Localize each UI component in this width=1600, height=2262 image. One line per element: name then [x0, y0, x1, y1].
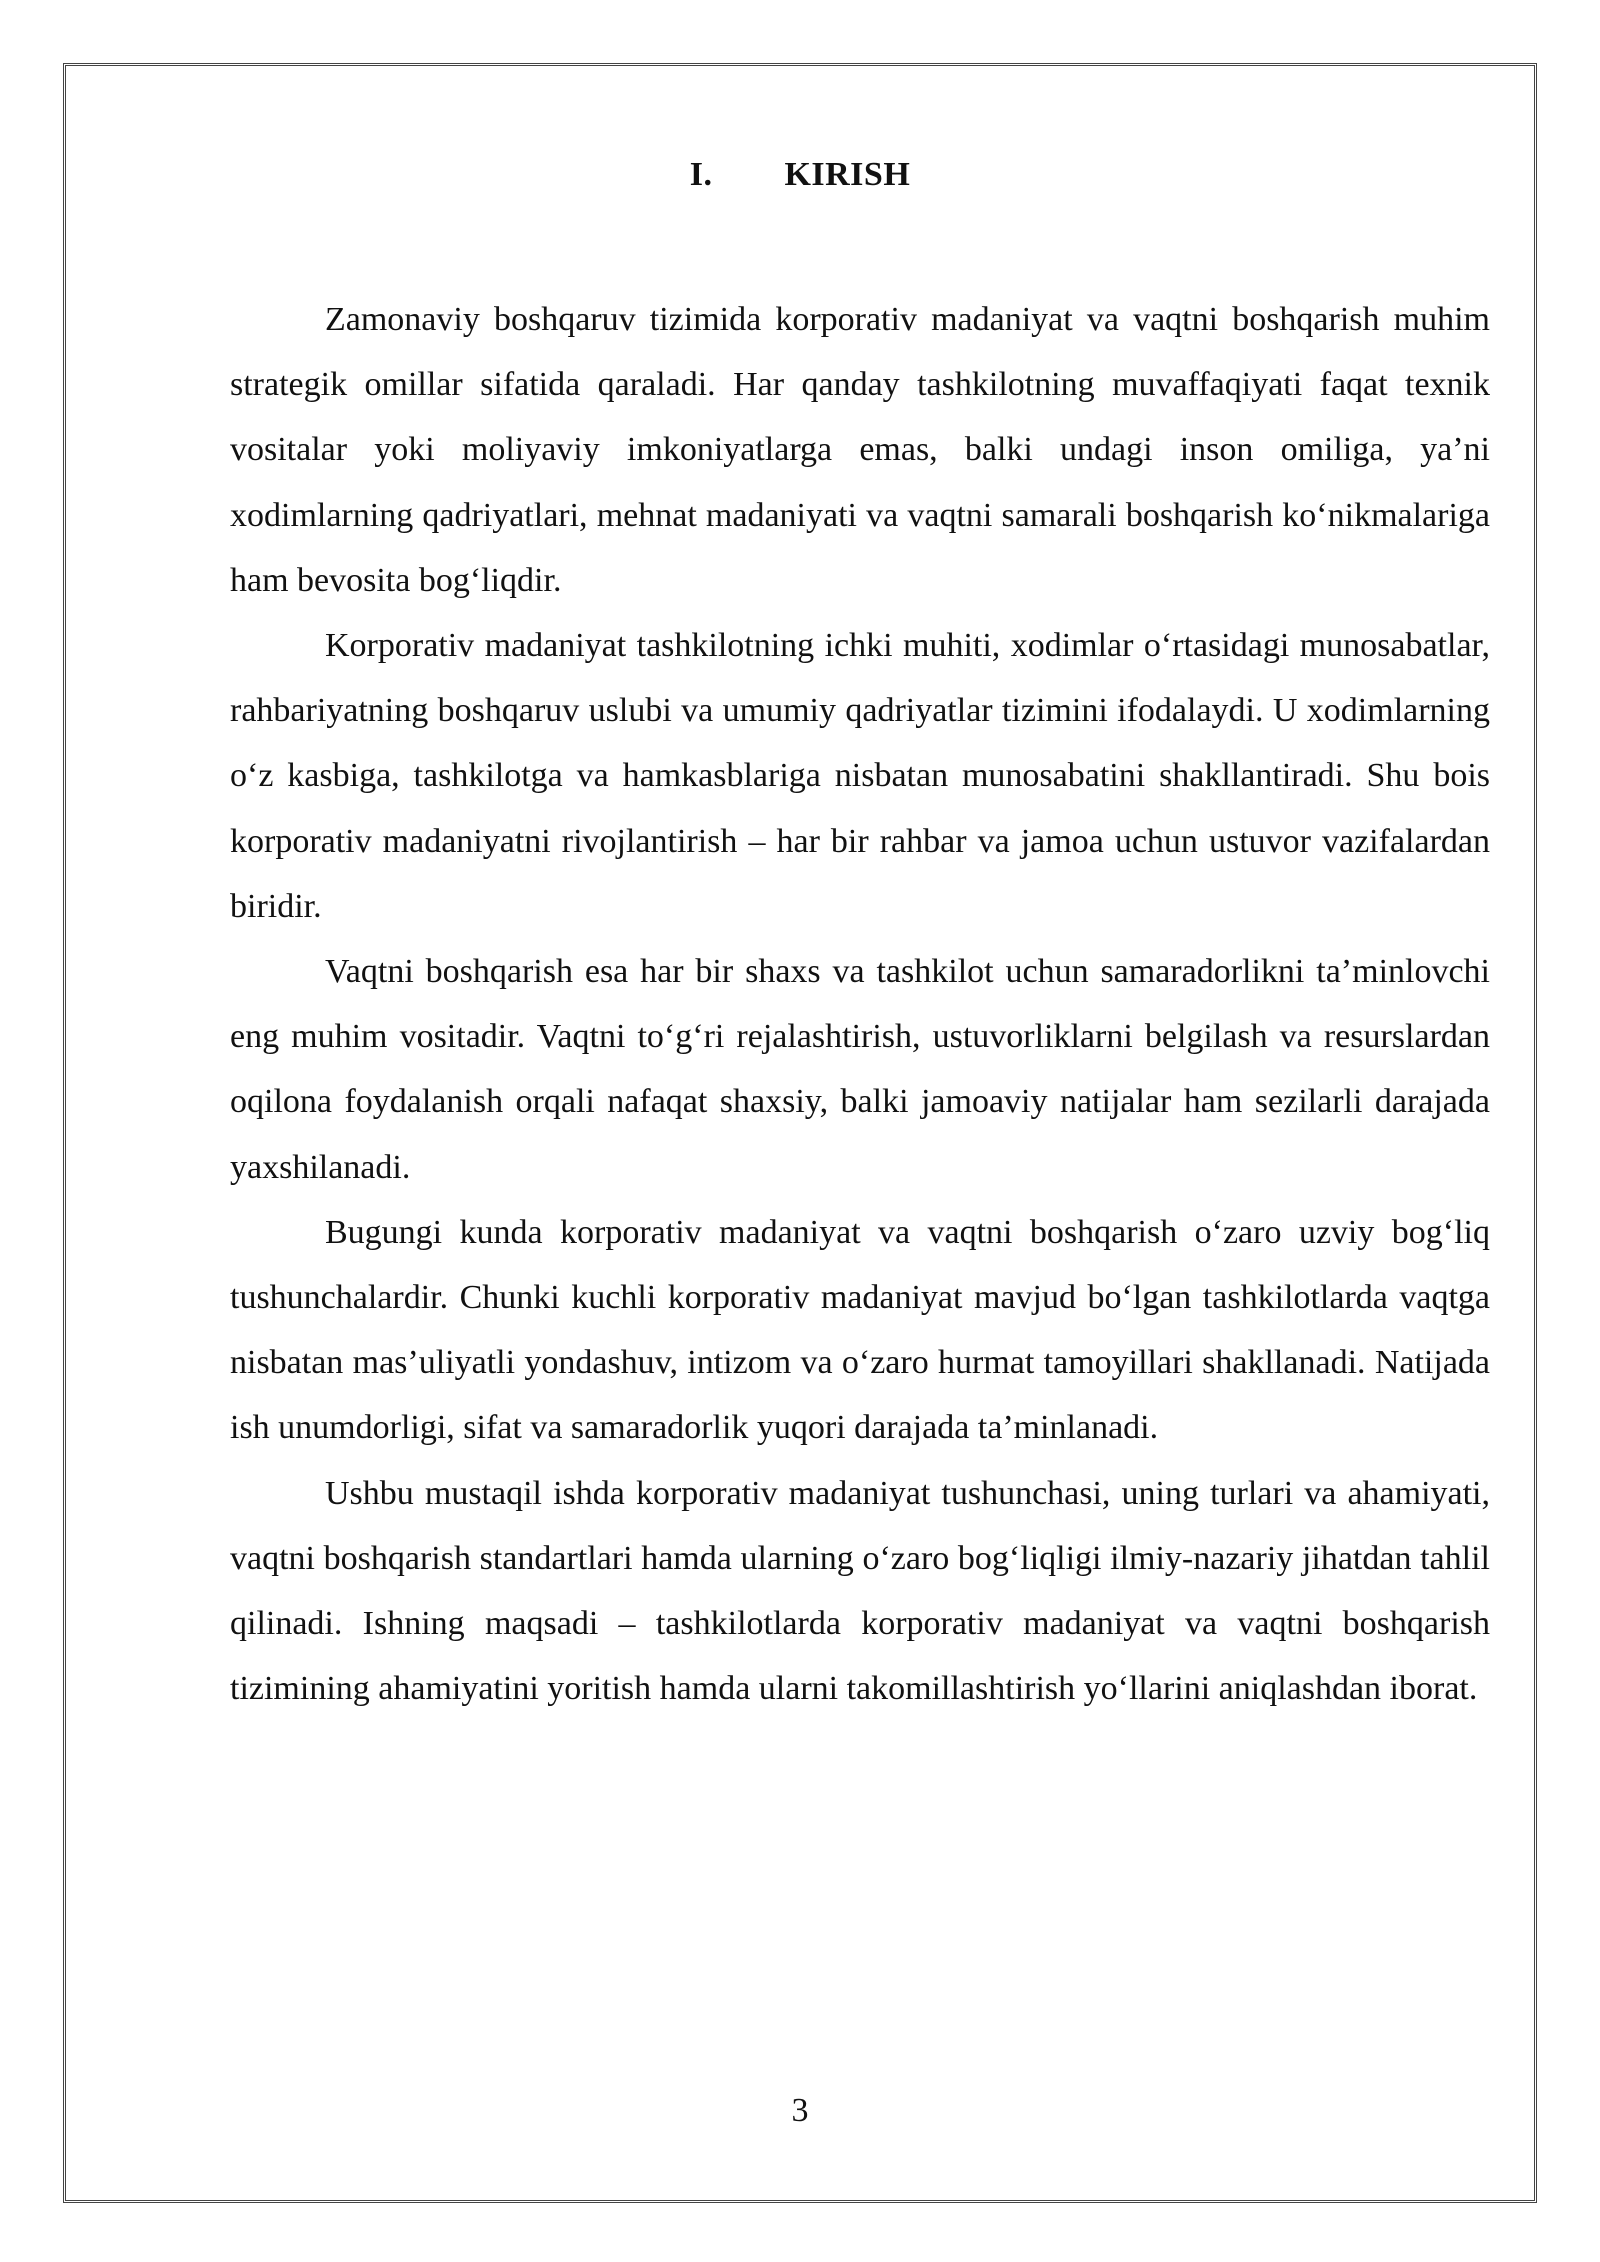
section-title: KIRISH [784, 156, 911, 193]
paragraph-5: Ushbu mustaqil ishda korporativ madaniyat tushunchasi, uning turlari va ahamiyati, vaqtni boshqarish standartlari hamda ularning o‘zaro bog‘liqligi ilmiy-nazariy jihatdan tahlil qilinadi. Ishning maqsadi – tashkilotlarda korporativ madaniyat va vaqtni boshqarish tizimining ahamiyatini yoritish hamda ularni takomillashtirish yo‘llarini aniqlashdan iborat. [230, 1474, 1490, 1708]
document-body [230, 287, 1490, 1721]
paragraph-3: Vaqtni boshqarish esa har bir shaxs va tashkilot uchun samaradorlikni ta’minlovchi eng muhim vositadir. Vaqtni to‘g‘ri rejalashtirish, ustuvorliklarni belgilash va resurslardan oqilona foydalanish orqali nafaqat shaxsiy, balki jamoaviy natijalar ham sezilarli darajada yaxshilanadi. [230, 953, 1490, 1186]
page-number: 3 [791, 2092, 809, 2129]
section-heading [0, 150, 1600, 200]
paragraph-1: Zamonaviy boshqaruv tizimida korporativ madaniyat va vaqtni boshqarish muhim strategik omillar sifatida qaraladi. Har qanday tashkilotning muvaffaqiyati faqat texnik vositalar yoki moliyaviy imkoniyatlarga emas, balki undagi inson omiliga, ya’ni xodimlarning qadriyatlari, mehnat madaniyati va vaqtni samarali boshqarish ko‘nikmalariga ham bevosita bog‘liqdir. [230, 301, 1490, 599]
section-number: I. [689, 156, 713, 193]
paragraph-4: Bugungi kunda korporativ madaniyat va vaqtni boshqarish o‘zaro uzviy bog‘liq tushunchalardir. Chunki kuchli korporativ madaniyat mavjud bo‘lgan tashkilotlarda vaqtga nisbatan mas’uliyatli yondashuv, intizom va o‘zaro hurmat tamoyillari shakllanadi. Natijada ish unumdorligi, sifat va samaradorlik yuqori darajada ta’minlanadi. [230, 1213, 1490, 1447]
paragraph-2: Korporativ madaniyat tashkilotning ichki muhiti, xodimlar o‘rtasidagi munosabatlar, rahbariyatning boshqaruv uslubi va umumiy qadriyatlar tizimini ifodalaydi. U xodimlarning o‘z kasbiga, tashkilotga va hamkasblariga nisbatan munosabatini shakllantiradi. Shu bois korporativ madaniyatni rivojlantirish – har bir rahbar va jamoa uchun ustuvor vazifalardan biridir. [230, 627, 1490, 925]
